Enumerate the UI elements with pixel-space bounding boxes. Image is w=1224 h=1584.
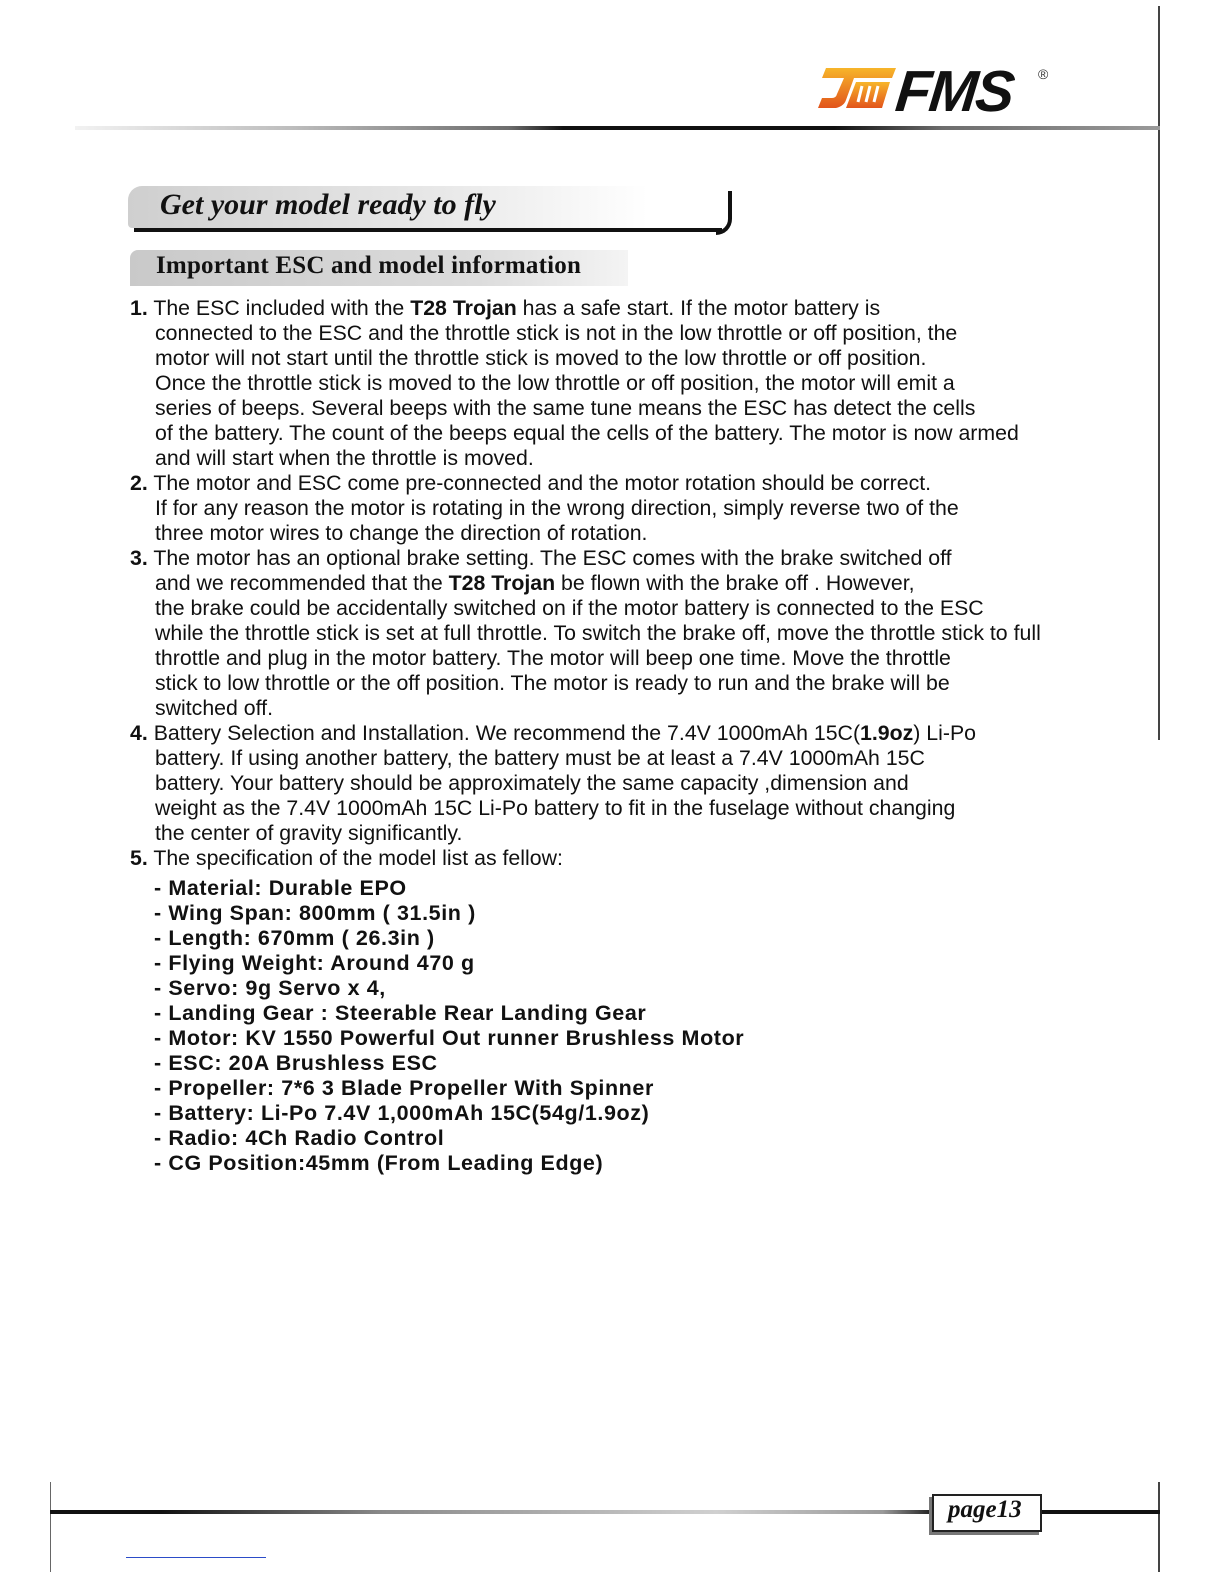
item-4-line-5: the center of gravity significantly. <box>155 821 463 845</box>
item-3-line-5: throttle and plug in the motor battery. The motor will beep one time. Move the throttle <box>155 646 951 670</box>
item-2-line-1: 2. The motor and ESC come pre-connected and the motor rotation should be correct. <box>130 471 932 495</box>
item-1-line-6: of the battery. The count of the beeps equal the cells of the battery. The motor is now armed <box>155 421 1019 445</box>
item-2-line-2: If for any reason the motor is rotating in the wrong direction, simply reverse two of the <box>155 496 959 520</box>
item-1-line-1: 1. The ESC included with the T28 Trojan has a safe start. If the motor battery is <box>130 296 881 320</box>
spec-propeller: - Propeller: 7*6 3 Blade Propeller With Spinner <box>154 1076 654 1100</box>
item-1-line-4: Once the throttle stick is moved to the low throttle or off position, the motor will emit a <box>155 371 955 395</box>
item-1-line-7: and will start when the throttle is moved. <box>155 446 534 470</box>
spec-radio: - Radio: 4Ch Radio Control <box>154 1126 445 1150</box>
item-3-line-2: and we recommended that the T28 Trojan be flown with the brake off . However, <box>155 571 915 595</box>
item-1-line-5: series of beeps. Several beeps with the same tune means the ESC has detect the cells <box>155 396 976 420</box>
spec-material: - Material: Durable EPO <box>154 876 407 900</box>
item-3-line-3: the brake could be accidentally switched on if the motor battery is connected to the ESC <box>155 596 984 620</box>
item-1-line-3: motor will not start until the throttle stick is moved to the low throttle or off position. <box>155 346 927 370</box>
item-3-line-7: switched off. <box>155 696 273 720</box>
fms-logo-text: FMS <box>892 59 1016 124</box>
spec-servo: - Servo: 9g Servo x 4, <box>154 976 386 1000</box>
section-title: Get your model ready to fly <box>160 188 496 221</box>
spec-landing-gear: - Landing Gear : Steerable Rear Landing Gear <box>154 1001 647 1025</box>
item-5-line-1: 5. The specification of the model list as fellow: <box>130 846 563 870</box>
item-4-line-3: battery. Your battery should be approximately the same capacity ,dimension and <box>155 771 909 795</box>
spec-esc: - ESC: 20A Brushless ESC <box>154 1051 438 1075</box>
page-number: page13 <box>948 1496 1022 1523</box>
item-2-line-3: three motor wires to change the direction of rotation. <box>155 521 648 545</box>
spec-length: - Length: 670mm ( 26.3in ) <box>154 926 435 950</box>
spec-motor: - Motor: KV 1550 Powerful Out runner Brushless Motor <box>154 1026 745 1050</box>
item-4-line-2: battery. If using another battery, the battery must be at least a 7.4V 1000mAh 15C <box>155 746 925 770</box>
item-3-line-1: 3. The motor has an optional brake setting. The ESC comes with the brake switched off <box>130 546 952 570</box>
item-3-line-6: stick to low throttle or the off position. The motor is ready to run and the brake will be <box>155 671 950 695</box>
spec-cg-position: - CG Position:45mm (From Leading Edge) <box>154 1151 604 1175</box>
page-number-box <box>932 1494 1042 1532</box>
header-rule <box>75 126 1160 130</box>
item-4-line-1: 4. Battery Selection and Installation. We recommend the 7.4V 1000mAh 15C(1.9oz) Li-Po <box>130 721 977 745</box>
item-4-line-4: weight as the 7.4V 1000mAh 15C Li-Po battery to fit in the fuselage without changing <box>155 796 956 820</box>
section-banner-underline <box>134 228 722 232</box>
fms-logo <box>816 59 1056 124</box>
spec-wing-span: - Wing Span: 800mm ( 31.5in ) <box>154 901 476 925</box>
left-footer-rule <box>50 1482 51 1572</box>
fms-logo-mark-icon <box>816 68 896 110</box>
right-margin-rule <box>1158 6 1160 740</box>
subheading: Important ESC and model information <box>156 252 582 279</box>
spec-battery: - Battery: Li-Po 7.4V 1,000mAh 15C(54g/1.9oz) <box>154 1101 650 1125</box>
spec-flying-weight: - Flying Weight: Around 470 g <box>154 951 475 975</box>
right-footer-rule <box>1158 1482 1160 1572</box>
item-3-line-4: while the throttle stick is set at full throttle. To switch the brake off, move the throttle stick to full <box>155 621 1041 645</box>
subheading-box <box>130 250 628 286</box>
registered-mark: ® <box>1038 66 1049 82</box>
footer-link-underline <box>126 1557 266 1558</box>
item-1-line-2: connected to the ESC and the throttle stick is not in the low throttle or off position, the <box>155 321 958 345</box>
section-banner <box>128 186 732 234</box>
